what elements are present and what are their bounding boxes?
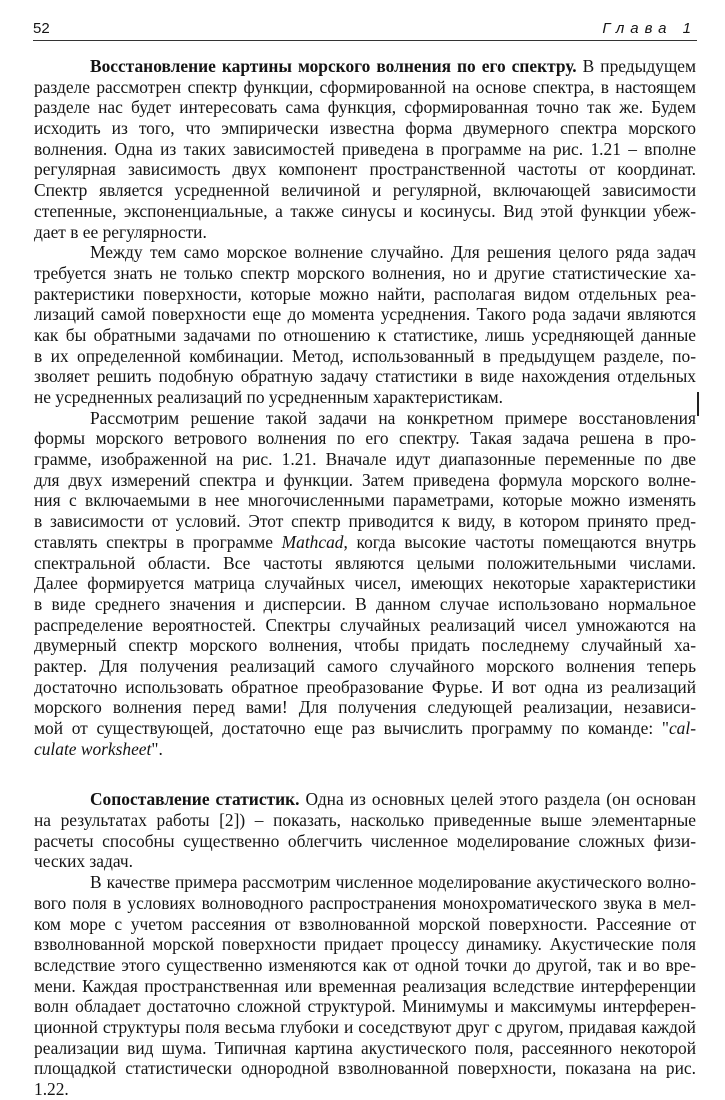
- text-line: на результатах работы [2]) – показать, насколько приведенные выше элементарные: [34, 810, 696, 831]
- running-header: [33, 20, 697, 40]
- text-line: волн обладает достаточно сложной структурой. Минимумы и максимумы интерферен-: [34, 996, 696, 1017]
- text-line: Между тем само морское волнение случайно. Для решения целого ряда задач: [90, 242, 696, 263]
- text-line: реализации вид шума. Типичная картина акустического поля, рассеянного некоторой: [34, 1037, 696, 1058]
- text-line: требуется знать не только спектр морского волнения, но и другие статистические ха-: [34, 262, 696, 283]
- text-line: Спектр является усредненной величиной и регулярной, включающей зависимости: [34, 180, 696, 201]
- text-line: спектральной области. Все частоты являются целыми положительными числами.: [34, 552, 696, 573]
- paragraph: [34, 242, 696, 408]
- scan-mark: [697, 392, 699, 416]
- text-line: [34, 718, 696, 739]
- text-line: ческих задач.: [34, 851, 133, 872]
- paragraph: [34, 56, 696, 242]
- text-line: Рассмотрим решение такой задачи на конкретном примере восстановления: [90, 407, 696, 428]
- text-run: ставлять спектры в программе: [34, 531, 282, 552]
- text-line: в виде среднего значения и дисперсии. В данном случае использовано нормальное: [34, 593, 696, 614]
- paragraph: [34, 789, 696, 872]
- text-line: площадкой статистически однородной взволнованной поверхности, показана на рис. 1.22.: [34, 1058, 696, 1100]
- text-line: грамме, изображенной на рис. 1.21. Вначале идут диапазонные переменные по две: [34, 449, 696, 470]
- italic-term: culate worksheet: [34, 738, 152, 759]
- text-line: ционной структуры поля весьма глубоки и соседствуют друг с другом, придавая каждой: [34, 1016, 696, 1037]
- text-line: расчеты способны существенно облегчить численное моделирование сложных физи-: [34, 830, 696, 851]
- text-line: не усредненных реализаций по усредненным характеристикам.: [34, 387, 504, 407]
- text-line: [34, 56, 696, 77]
- text-line: [34, 532, 696, 553]
- text-line: в их определенной комбинации. Метод, использованный в предыдущем разделе, по-: [34, 345, 696, 366]
- text-line: мени. Каждая пространственная или временная реализация вследствие интерференции: [34, 975, 696, 996]
- paragraph: [34, 408, 696, 760]
- text-line: для двух измерений спектра и функции. Затем приведена формула морского волне-: [34, 469, 696, 490]
- text-line: ния с включаемыми в нее многочисленными параметрами, которые можно изменять: [34, 490, 696, 511]
- text-line: разделе нас будет интересовать сама функция, сформированная точно так же. Будем: [34, 97, 696, 118]
- bold-run-in-heading: Сопоставление статистик.: [90, 789, 300, 810]
- text-line: распределение вероятностей. Спектры случайных реализаций чисел умножаются на: [34, 614, 696, 635]
- text-line: в зависимости от условий. Этот спектр приводится к виду, в котором принято пред-: [34, 511, 696, 532]
- text-run: Одна из основных целей этого раздела (он основан: [299, 789, 696, 810]
- text-line: Далее формируется матрица случайных чисел, имеющих некоторые характеристики: [34, 573, 696, 594]
- header-rule: [33, 40, 697, 41]
- text-line: лизаций самой поверхности еще до момента усреднения. Такого рода задачи являются: [34, 304, 696, 325]
- text-line: двумерный спектр морского волнения, чтобы придать последнему случайный ха-: [34, 635, 696, 656]
- text-line: зволяет решить подобную обратную задачу статистики в виде нахождения отдельных: [34, 366, 696, 387]
- italic-term: Mathcad: [281, 531, 344, 552]
- italic-term: cal-: [668, 718, 696, 738]
- text-run: ".: [151, 738, 163, 759]
- text-line: дает в ее регулярности.: [34, 221, 207, 242]
- text-line: разделе рассмотрен спектр функции, сформированной на основе спектра, в настоящем: [34, 76, 696, 97]
- text-line: В качестве примера рассмотрим численное моделирование акустического волно-: [90, 872, 696, 893]
- text-line: взволнованной морской поверхности придает процессу динамику. Акустические поля: [34, 934, 696, 955]
- chapter-title: Глава 1: [602, 20, 697, 37]
- text-line: морского волнения перед вами! Для получения следующей реализации, независи-: [34, 697, 696, 718]
- bold-run-in-heading: Восстановление картины морского волнения по его спектру.: [90, 56, 577, 76]
- text-line: ком море с учетом рассеяния от взволнованной морской поверхности. Рассеяние от: [34, 913, 696, 934]
- text-line: [34, 789, 696, 810]
- text-line: вого поля в условиях волноводного распространения монохроматического звука в мел-: [34, 892, 696, 913]
- text-line: волнения. Одна из таких зависимостей приведена в программе на рис. 1.21 – вполне: [34, 138, 696, 159]
- page-body: [34, 56, 697, 1100]
- text-line: достаточно использовать обратное преобразование Фурье. И вот одна из реализаций: [34, 676, 696, 697]
- text-line: степенные, экспоненциальные, а также синусы и косинусы. Вид этой функции убеж-: [34, 200, 696, 221]
- text-run: , когда высокие частоты помещаются внутрь: [343, 531, 697, 552]
- text-line: исходить из того, что эмпирически известна форма двумерного спектра морского: [34, 118, 696, 139]
- text-line: рактер. Для получения реализаций самого случайного морского волнения теперь: [34, 655, 696, 676]
- text-line: формы морского ветрового волнения по его спектру. Такая задача решена в про-: [34, 428, 696, 449]
- paragraph: [34, 872, 696, 1100]
- text-run: В предыдущем: [576, 56, 696, 76]
- page-number: 52: [33, 20, 50, 37]
- text-line: регулярная зависимость двух компонент пространственной частоты от координат.: [34, 159, 696, 180]
- text-line: вследствие этого существенно изменяются как от одной точки до другой, так и во вре-: [34, 954, 696, 975]
- text-line: как бы обратными задачами по отношению к статистике, лишь усредняющей данные: [34, 324, 696, 345]
- text-run: мой от существующей, достаточно еще раз вычислить программу по команде: ": [34, 718, 669, 738]
- text-line: [34, 739, 696, 760]
- text-line: рактеристики поверхности, которые можно найти, располагая видом отдельных реа-: [34, 283, 696, 304]
